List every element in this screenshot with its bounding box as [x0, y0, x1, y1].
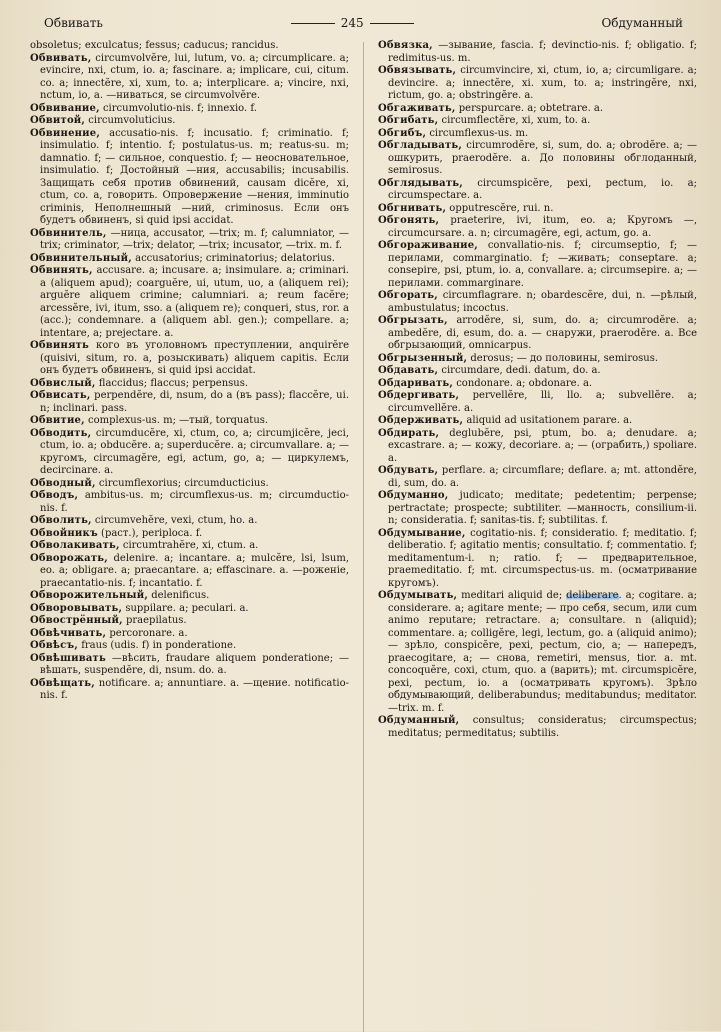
- entry-definition: —ница, accusator, —trix; m. f; calumniator, —trix; criminator, —trix; delator, —trix; incusator, —trix. m. f.: [40, 227, 350, 251]
- entry-headword: Обдаривать,: [377, 377, 454, 389]
- entry-definition: deglubĕre, psi, ptum, bo. a; denudare. a; excastrare. a; — кожу, decoriare. a; — (ограбить,) spoliare. a.: [387, 427, 697, 464]
- entry-definition: circumflagrare. n; obardescĕre, dui, n. —рѣлый, ambustulatus; incoctus.: [387, 290, 697, 314]
- columns: [30, 40, 697, 1032]
- dictionary-entry: [30, 53, 349, 103]
- entry-definition: flaccidus; flaccus; perpensus.: [95, 377, 249, 389]
- entry-definition: pervellĕre, lli, llo. a; subvellĕre. a; circumvellĕre. a.: [387, 390, 697, 414]
- entry-definition: opputrescĕre, rui. n.: [446, 202, 554, 214]
- dictionary-entry: [30, 40, 349, 53]
- entry-definition: praeterire, ivi, itum, eo. a; Кругомъ —, circumcursare. a. n; circumagĕre, egi, actum, go. a.: [387, 215, 697, 239]
- entry-headword: Обдавать,: [377, 365, 439, 376]
- entry-definition: . a; cogitare. a; considerare. a; agitare mente; — про себя, secum, или cum animo reputare; retractare. a; consultare. n (aliquid); commentare. a; colligĕre, legi, lectum, go. a (aliquid animo); — зрѣло, conspicĕre, pexi, pectum, cio, a; — напередъ, praecogitare, a; — снова, remetiri, mensus, tior. a. mt. concoquĕre, coxi, ctum, quo. a (варить); mt. circumspicĕre, pexi, pectum, io. a (осматривать кругомъ). Зрѣло обдумывающий, deliberabundus; meditabundus; meditator. —trix. m. f.: [387, 590, 697, 714]
- entry-definition: circumtrahĕre, xi, ctum. a.: [119, 540, 259, 551]
- entry-definition: condonare. a; obdonare. a.: [453, 377, 593, 389]
- dictionary-entry: [30, 490, 349, 515]
- entry-definition: accusare. a; incusare. a; insimulare. a; criminari. a (aliquem apud); coarguĕre, ui, utum, uo, a (aliquem rei); arguĕre aliquem crimine; calumniari. a; reum facĕre; arcessĕre, ivi, itum, sso. a (aliquem re); conqueri, stus, ror. a (acc.); condemnare. a (aliquem abl. gen.); compellare. a; intentare, a; prejectare. a.: [40, 265, 350, 339]
- entry-headword: Обгнивать,: [377, 202, 447, 214]
- dictionary-entry: [378, 415, 697, 428]
- dictionary-entry: [30, 528, 349, 541]
- highlighted-word: deliberare: [566, 590, 619, 601]
- dictionary-entry: [378, 353, 697, 366]
- entry-headword: Обгрызенный,: [377, 352, 468, 364]
- entry-definition: circumvehĕre, vexi, ctum, ho. a.: [91, 515, 258, 526]
- entry-definition: perflare. a; circumflare; deflare. a; mt. attondĕre, di, sum, do. a.: [387, 465, 697, 489]
- entry-definition: judicato; meditate; pedetentim; perpense; pertractate; prospecte; subtiliter. —манность, consilium-ii. n; consideratia. f; sanitas-tis. f; subtilitas. f.: [387, 490, 697, 526]
- entry-definition: delenire. a; incantare. a; mulcĕre, lsi, lsum, eo. a; obligare. a; praecantare. a; effascinare. a. —роженiе, praecantatio-nis. f; incantatio. f.: [40, 552, 350, 589]
- entry-headword: Обвязывать,: [377, 65, 457, 76]
- entry-headword: Обворожать,: [30, 552, 108, 564]
- entry-definition: cogitatio-nis. f; consideratio. f; meditatio. f; deliberatio. f; agitatio mentis; consultatio. f; commentatio. f; meditamentum-i. n; ratio. f; — предварительное, praemeditatio. f; mt. circumspectus-us. m. (осматривание кругомъ).: [387, 527, 697, 589]
- dictionary-entry: [30, 603, 349, 616]
- dictionary-entry: [30, 653, 349, 678]
- dictionary-entry: [378, 103, 697, 116]
- dictionary-entry: [378, 365, 697, 378]
- entry-definition: derosus; — до половины, semirosus.: [467, 352, 659, 364]
- entry-definition: —вѣсить, fraudare aliquem ponderatione; —вѣшать, suspendĕre, di, nsum. do. a.: [40, 652, 350, 676]
- dictionary-entry: [378, 240, 697, 290]
- header-left-word: Обвивать: [44, 16, 103, 30]
- dictionary-entry: [378, 65, 697, 103]
- entry-headword: Обвинение,: [30, 127, 101, 139]
- entry-headword: Обвислый,: [30, 377, 96, 389]
- page-number-group: [291, 16, 414, 30]
- dictionary-entry: [30, 340, 349, 378]
- entry-headword: Обдумывать,: [377, 590, 458, 601]
- header-right-word: Обдуманный: [601, 16, 683, 30]
- dictionary-entry: [378, 490, 697, 528]
- dictionary-entry: [30, 115, 349, 128]
- entry-definition: circumvoluticius.: [85, 115, 176, 126]
- entry-headword: Обвитие,: [30, 415, 85, 426]
- entry-headword: Обвойникъ: [30, 527, 98, 539]
- entry-definition: circumducĕre, xi, ctum, co, a; circumjicĕre, jeci, ctum, io. a; obducĕre. a; superducĕre. a; circumvallare. a; — кругомъ, circumagĕre, egi, actum, go, a; — циркулемъ, decircinare. a.: [40, 427, 350, 476]
- entry-headword: Обвивание,: [30, 102, 100, 114]
- entry-headword: Обгаживать,: [377, 102, 456, 114]
- dictionary-entry: [30, 515, 349, 528]
- entry-headword: Обводить,: [30, 427, 92, 439]
- dictionary-entry: [378, 390, 697, 415]
- entry-headword: Обвивать,: [30, 52, 92, 64]
- entry-definition: accusatio-nis. f; incusatio. f; criminatio. f; insimulatio. f; intentio. f; postulatus-us. m; reatus-su. m; damnatio. f; — сильное, conquestio. f; — неосновательное, insimulatio. f; Достойный —ния, accusabilis; incusabilis. Защищать себя против обвинений, causam dicĕre, xi, ctum, co. a, говорить. Опровержение —нения, imminutio criminis, Неполнешный —ний, criminosus. Если онъ будетъ обвиненъ, si quid ipsi accidat.: [40, 127, 350, 226]
- entry-definition: convallatio-nis. f; circumseptio, f; — перилами, commarginatio. f; —живать; conseptare. a; consepire, psi, ptum, io. a, convallare. a; circumsepire. a; — перилами. commarginare.: [387, 240, 697, 289]
- dictionary-entry: [30, 590, 349, 603]
- entry-definition: perspurcare. a; obtetrare. a.: [455, 102, 604, 114]
- dictionary-entry: [30, 540, 349, 553]
- dictionary-entry: [30, 228, 349, 253]
- entry-definition: notificare. a; annuntiare. a. —щение. notificatio-nis. f.: [40, 677, 350, 701]
- dictionary-entry: [30, 428, 349, 478]
- dictionary-entry: [378, 215, 697, 240]
- page-header: [44, 12, 683, 34]
- entry-headword: Обвѣчивать,: [30, 627, 107, 639]
- entry-definition: percoronare. a.: [106, 627, 188, 639]
- entry-headword: Обдуманный,: [377, 715, 460, 726]
- entry-definition: consultus; consideratus; circumspectus; meditatus; permeditatus; subtilis.: [387, 715, 697, 739]
- entry-headword: Обволить,: [30, 515, 92, 526]
- right-column: [378, 40, 697, 1032]
- dictionary-entry: [30, 128, 349, 228]
- dictionary-entry: [30, 253, 349, 266]
- entry-headword: Обвѣщать,: [30, 677, 95, 689]
- header-rule-left: [291, 23, 335, 24]
- entry-definition: circumvincire, xi, ctum, io, a; circumligare. a; devincire. a; innectĕre, xi. xum, to. a; instringĕre, nxi, rictum, go. a; obstringĕre. a.: [387, 65, 697, 101]
- entry-headword: Обворожительный,: [30, 590, 149, 601]
- entry-definition: circumvolvĕre, lui, lutum, vo. a; circumplicare. a; evincire, nxi, ctum, io. a; fascinare. a; implicare, cui, citum. co. a; innectĕre, xi, xum, to. a; interplicare. a; vincire, nxi, nctum, io, a. —ниваться, se circumvolvĕre.: [40, 52, 350, 101]
- entry-headword: Обгонять,: [377, 215, 440, 226]
- dictionary-entry: [378, 203, 697, 216]
- dictionary-entry: [30, 615, 349, 628]
- entry-headword: Обдувать,: [377, 465, 439, 476]
- dictionary-entry: [30, 103, 349, 116]
- dictionary-entry: [30, 628, 349, 641]
- entry-headword: Обдергивать,: [377, 390, 460, 401]
- entry-definition: circumspicĕre, pexi, pectum, io. a; circumspectare. a.: [387, 177, 697, 201]
- entry-definition: meditari aliquid de;: [457, 590, 567, 601]
- entry-definition: circumflexorius; circumducticius.: [95, 477, 269, 489]
- entry-definition: circumrodĕre, si, sum, do. a; obrodĕre. a; — ошкурить, praerodĕre. a. До половины обглоданный, semirosus.: [387, 140, 697, 176]
- entry-headword: Обвѣшивать: [30, 652, 106, 664]
- entry-headword: Обглядывать,: [377, 177, 463, 189]
- column-divider: [363, 42, 364, 1032]
- dictionary-entry: [378, 590, 697, 715]
- entry-headword: Обгораживание,: [377, 240, 478, 251]
- entry-headword: Обвинительный,: [30, 252, 132, 264]
- entry-headword: Обвострённый,: [30, 615, 123, 626]
- entry-headword: Обвязка,: [377, 40, 433, 51]
- entry-definition: fraus (udis. f) in ponderatione.: [78, 640, 237, 651]
- entry-definition: delenificus.: [148, 590, 210, 601]
- entry-headword: Обгорать,: [377, 290, 438, 301]
- dictionary-entry: [30, 378, 349, 391]
- dictionary-entry: [378, 115, 697, 128]
- entry-headword: Обгрызать,: [377, 315, 448, 326]
- dictionary-entry: [30, 390, 349, 415]
- entry-headword: Обвитой,: [30, 115, 86, 126]
- entry-definition: suppilare. a; peculari. a.: [122, 602, 249, 614]
- dictionary-entry: [30, 478, 349, 491]
- entry-headword: Обвинять,: [30, 265, 93, 276]
- dictionary-entry: [30, 265, 349, 340]
- entry-definition: obsoletus; exculcatus; fessus; caducus; rancidus.: [30, 40, 279, 51]
- dictionary-entry: [378, 128, 697, 141]
- dictionary-entry: [30, 415, 349, 428]
- entry-headword: Обгибать,: [377, 115, 439, 126]
- entry-definition: praepilatus.: [122, 615, 187, 626]
- entry-definition: circumflexus-us. m.: [426, 127, 529, 139]
- dictionary-entry: [378, 290, 697, 315]
- entry-definition: aliquid ad usitationem parare. a.: [463, 415, 633, 426]
- entry-headword: Обдерживать,: [377, 415, 464, 426]
- entry-headword: Обдирать,: [377, 427, 440, 439]
- dictionary-entry: [378, 465, 697, 490]
- entry-headword: Обводный,: [30, 477, 96, 489]
- entry-definition: circumdare, dedi. datum, do. a.: [438, 365, 601, 376]
- entry-definition: complexus-us. m; —тый, torquatus.: [84, 415, 269, 426]
- dictionary-entry: [378, 140, 697, 178]
- entry-headword: Обвинять: [30, 340, 90, 351]
- entry-definition: accusatorius; criminatorius; delatorius.: [131, 252, 335, 264]
- dictionary-entry: [378, 378, 697, 391]
- dictionary-entry: [30, 678, 349, 703]
- entry-definition: circumvolutio-nis. f; innexio. f.: [99, 102, 257, 114]
- dictionary-entry: [378, 315, 697, 353]
- entry-definition: (раст.), periploca. f.: [97, 527, 203, 539]
- header-rule-right: [370, 23, 414, 24]
- entry-definition: circumflectĕre, xi, xum, to. a.: [438, 115, 591, 126]
- entry-headword: Обгладывать,: [377, 140, 463, 151]
- entry-headword: Обдумывание,: [377, 527, 466, 539]
- entry-definition: —зывание, fascia. f; devinctio-nis. f; obligatio. f; redimitus-us. m.: [387, 40, 697, 64]
- entry-headword: Обволакивать,: [30, 540, 120, 551]
- entry-headword: Обвинитель,: [30, 227, 107, 239]
- entry-headword: Обгибъ,: [377, 127, 427, 139]
- dictionary-entry: [378, 715, 697, 740]
- entry-definition: perpendĕre, di, nsum, do a (въ pass); flaccĕre, ui. n; inclinari. pass.: [40, 390, 350, 414]
- entry-headword: Обдуманно,: [377, 490, 449, 501]
- entry-definition: кого въ уголовномъ преступлении, anquirĕre (quisivi, situm, ro. a, розыскивать) aliquem capitis. Если онъ будетъ обвиненъ, si quid ipsi accidat.: [40, 340, 350, 376]
- entry-headword: Обвѣсъ,: [30, 640, 79, 651]
- page-number: 245: [340, 16, 364, 30]
- entry-headword: Обводъ,: [30, 490, 79, 501]
- dictionary-entry: [378, 178, 697, 203]
- dictionary-entry: [378, 40, 697, 65]
- dictionary-entry: [378, 528, 697, 591]
- dictionary-entry: [378, 428, 697, 466]
- dictionary-entry: [30, 640, 349, 653]
- dictionary-entry: [30, 553, 349, 591]
- entry-headword: Обворовывать,: [30, 602, 123, 614]
- entry-headword: Обвисать,: [30, 390, 91, 401]
- entry-definition: ambitus-us. m; circumflexus-us. m; circumductio-nis. f.: [40, 490, 350, 514]
- entry-definition: arrodĕre, si, sum, do. a; circumrodĕre. a; ambedĕre, di, esum, do. a. — снаружи, praerodĕre. a. Все обгрызающий, omnicarpus.: [387, 315, 697, 351]
- left-column: [30, 40, 349, 1032]
